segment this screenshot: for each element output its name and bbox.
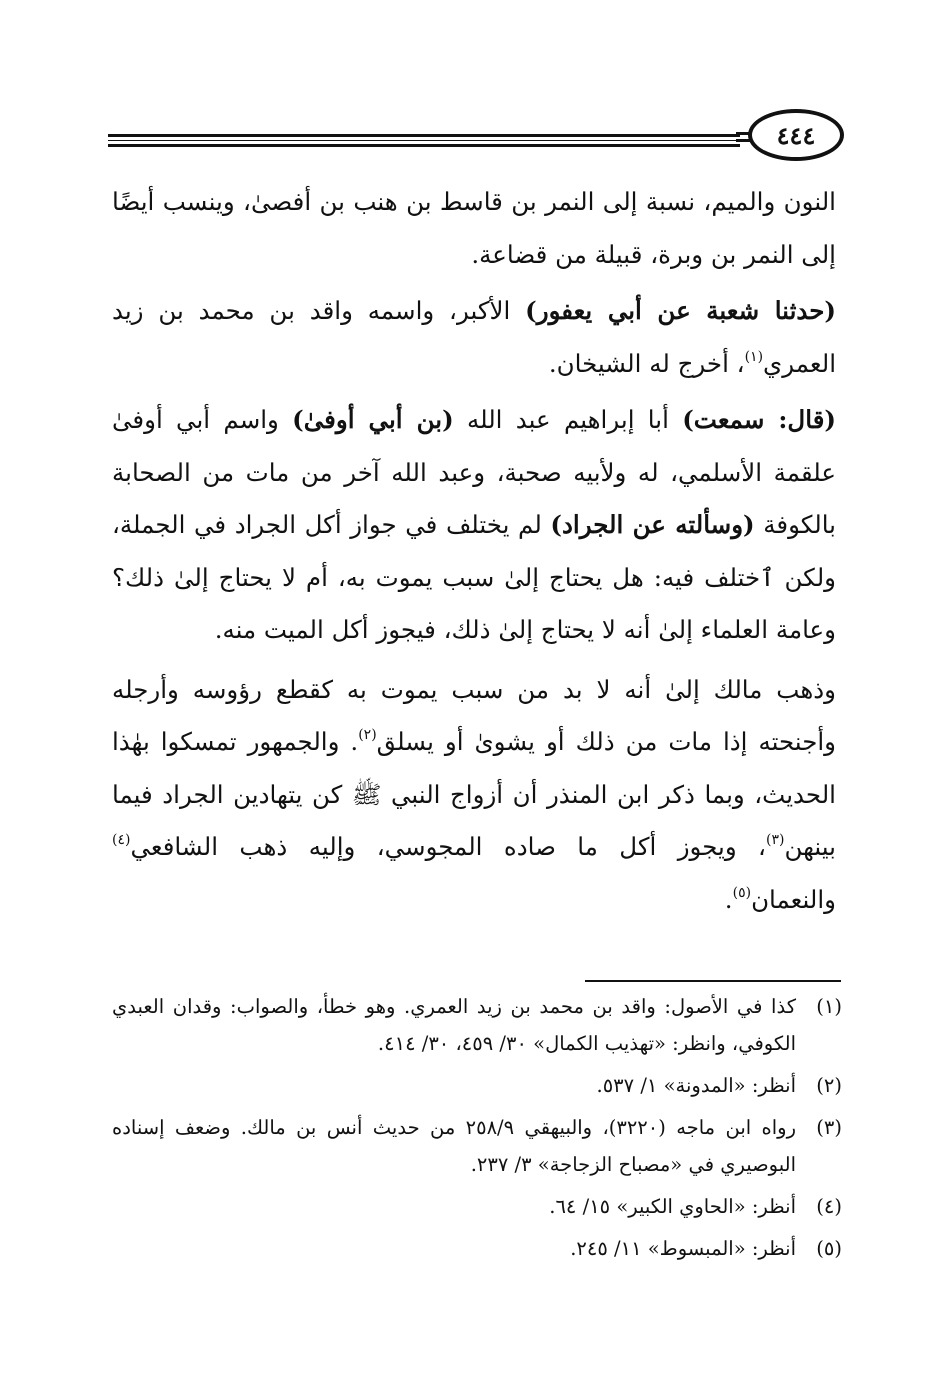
bold-phrase: (قال: سمعت) (682, 405, 836, 434)
footnote (112, 1109, 842, 1183)
paragraph (112, 394, 836, 657)
footnotes (112, 988, 842, 1272)
text-run: الأكبر، واسمه واقد بن محمد بن زيد العمري (112, 296, 836, 378)
footnote-number: (٣) (816, 1116, 842, 1139)
footnote (112, 1230, 842, 1267)
text-run: والنعمان (751, 884, 836, 914)
footnote-ref: (٣) (765, 832, 785, 848)
paragraph (112, 664, 836, 927)
text-run: . (724, 884, 733, 914)
footnote (112, 1067, 842, 1104)
bold-phrase: (حدثنا شعبة عن أبي يعفور) (525, 296, 836, 325)
footnote-text: أنظر: «المبسوط» ١١/ ٢٤٥. (570, 1237, 796, 1260)
footnote-number: (٥) (816, 1237, 842, 1260)
footnote-ref: (٤) (112, 832, 131, 848)
paragraph: النون والميم، نسبة إلى النمر بن قاسط بن هنب بن أفصىٰ، وينسب أيضًا إلى النمر بن وبرة، قبيلة من قضاعة. (112, 187, 836, 269)
footnote-number: (٤) (816, 1195, 842, 1218)
footnote-separator (585, 980, 841, 982)
footnote-text: أنظر: «المدونة» ١/ ٥٣٧. (596, 1074, 796, 1097)
footnote-ref: (٢) (358, 727, 377, 743)
text-run: وذهب مالك إلىٰ أنه لا بد من سبب يموت به كقطع رؤوسه وأرجله وأجنحته إذا مات من ذلك أو يشوىٰ أو يسلق (112, 674, 836, 756)
page-header (108, 108, 844, 164)
header-rule (108, 144, 740, 147)
bold-phrase: (وسألته عن الجراد) (550, 510, 755, 539)
header-rule (108, 134, 740, 137)
header-rule (108, 140, 740, 141)
footnote-ref: (١) (744, 348, 764, 365)
text-run: ، أخرج له الشيخان. (548, 348, 745, 378)
footnote-ref: (٥) (732, 884, 752, 901)
footnote-number: (٢) (816, 1074, 842, 1097)
footnote-text: رواه ابن ماجه (٣٢٢٠)، والبيهقي ٢٥٨/٩ من حديث أنس بن مالك. وضعف إسناده البوصيري في «مصباح الزجاجة» ٣/ ٢٣٧. (112, 1116, 796, 1176)
text-run: ، ويجوز أكل ما صاده المجوسي، وإليه ذهب الشافعي (130, 832, 766, 861)
footnote-number: (١) (816, 995, 842, 1018)
main-text (112, 176, 836, 926)
text-run: لم يختلف في جواز أكل الجراد في الجملة، ولكن ٱختلف فيه: هل يحتاج إلىٰ سبب يموت به، أم لا يحتاج إلىٰ ذلك؟ وعامة العلماء إلىٰ أنه لا يحتاج إلىٰ ذلك، فيجوز أكل الميت منه. (112, 510, 836, 644)
page-number: ٤٤٤ (748, 109, 844, 161)
text-run: واسم أبي أوفىٰ علقمة الأسلمي، له ولأبيه صحبة، وعبد الله آخر من مات من الصحابة بالكوفة (112, 405, 837, 539)
footnote-text: كذا في الأصول: واقد بن محمد بن زيد العمري. وهو خطأ، والصواب: وقدان العبدي الكوفي، وانظر: «تهذيب الكمال» ٣٠/ ٤٥٩، ٣٠/ ٤١٤. (112, 995, 796, 1055)
paragraph (112, 285, 836, 390)
text-run: أبا إبراهيم عبد الله (453, 405, 683, 434)
footnote (112, 1188, 842, 1225)
bold-phrase: (بن أبي أوفىٰ) (292, 405, 454, 434)
footnote (112, 988, 842, 1062)
footnote-text: أنظر: «الحاوي الكبير» ١٥/ ٦٤. (549, 1195, 796, 1218)
text-run: . والجمهور تمسكوا بهٰذا الحديث، وبما ذكر ابن المنذر أن أزواج النبي ﷺ كن يتهادين الجراد فيما بينهن (112, 727, 836, 861)
